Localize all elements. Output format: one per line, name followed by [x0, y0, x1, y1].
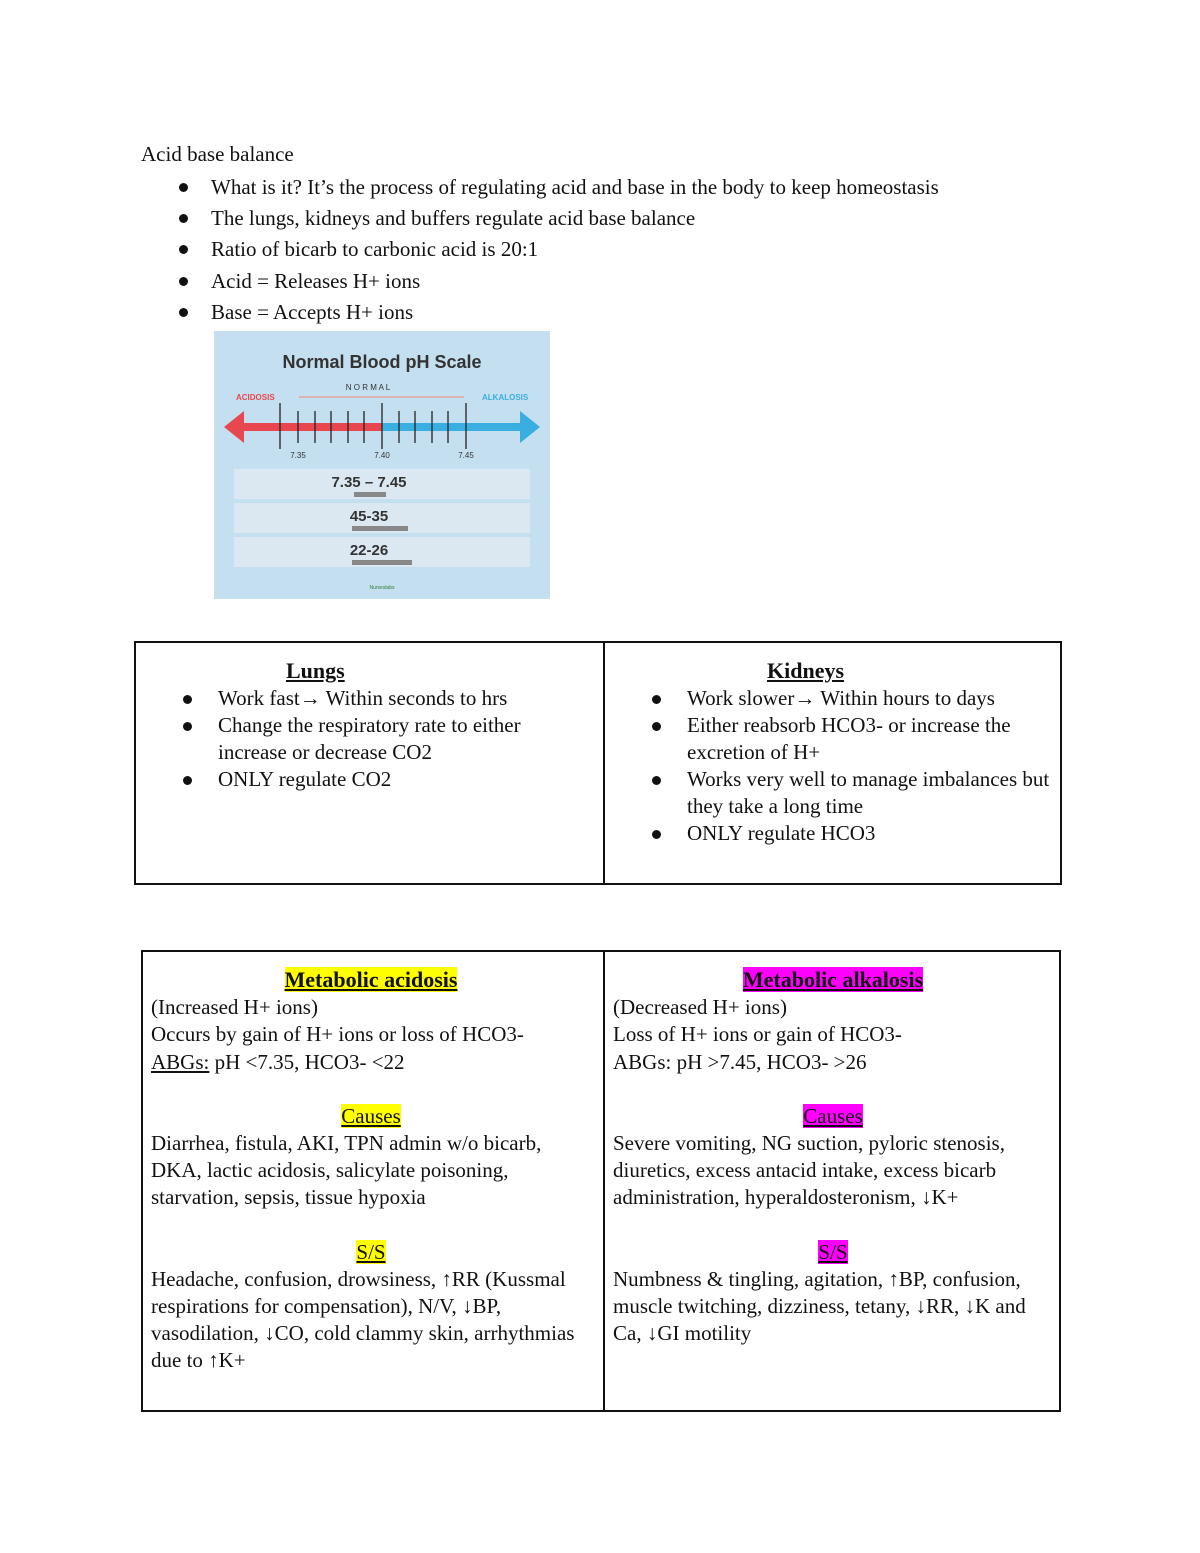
list-item: Acid = Releases H+ ions: [141, 266, 939, 297]
lungs-list: [182, 685, 582, 793]
abg-values: pH <7.35, HCO3- <22: [209, 1049, 405, 1074]
paco2-range-value: 45-35: [349, 508, 389, 525]
tick-label-low: 7.35: [290, 451, 306, 460]
acidosis-line2: Occurs by gain of H+ ions or loss of HCO3-: [151, 1022, 524, 1047]
list-item: Change the respiratory rate to either increase or decrease CO2: [182, 712, 582, 766]
row-2-tag: [352, 526, 408, 531]
acidosis-abg: [151, 1049, 591, 1076]
kidneys-heading: Kidneys: [767, 658, 845, 683]
list-item: Ratio of bicarb to carbonic acid is 20:1: [141, 234, 939, 265]
kidneys-cell: [603, 643, 1060, 883]
list-item: Work fast→ Within seconds to hrs: [182, 685, 582, 712]
lungs-kidneys-table: [134, 641, 1062, 885]
acidosis-causes-label: Causes: [341, 1103, 401, 1128]
alkalosis-line1: (Decreased H+ ions): [613, 995, 787, 1020]
ph-figure-title: Normal Blood pH Scale: [282, 352, 482, 372]
list-item: Either reabsorb HCO3- or increase the excretion of H+: [651, 712, 1061, 766]
list-item: Base = Accepts H+ ions: [141, 297, 939, 328]
list-item: ONLY regulate CO2: [182, 766, 582, 793]
alkalosis-abg: ABGs: pH >7.45, HCO3- >26: [613, 1049, 867, 1074]
acidosis-ss: Headache, confusion, drowsiness, ↑RR (Kussmal respirations for compensation), N/V, ↓BP, vasodilation, ↓CO, cold clammy skin, arrhythmias due to ↑K+: [151, 1266, 575, 1373]
metabolic-acidosis-cell: [143, 952, 603, 1410]
acidosis-ss-label: S/S: [356, 1239, 386, 1264]
alkalosis-ss-label: S/S: [818, 1239, 848, 1264]
list-item: The lungs, kidneys and buffers regulate acid base balance: [141, 203, 939, 234]
tick-label-high: 7.45: [458, 451, 474, 460]
lungs-cell: [136, 643, 603, 883]
acidosis-heading: Metabolic acidosis: [284, 967, 458, 992]
acidosis-causes: Diarrhea, fistula, AKI, TPN admin w/o bicarb, DKA, lactic acidosis, salicylate poisoning, starvation, sepsis, tissue hypoxia: [151, 1131, 542, 1210]
normal-label: N O R M A L: [345, 383, 391, 392]
metabolic-table: [141, 950, 1061, 1412]
alkalosis-causes: Severe vomiting, NG suction, pyloric stenosis, diuretics, excess antacid intake, excess bicarb administration, hyperaldosteronism, ↓K+: [613, 1131, 1005, 1210]
ph-range-value: 7.35 – 7.45: [331, 474, 407, 491]
row-3-tag: [352, 560, 412, 565]
acidosis-line1: (Increased H+ ions): [151, 995, 318, 1020]
tick-label-mid: 7.40: [374, 451, 390, 460]
acidosis-label: ACIDOSIS: [236, 393, 275, 402]
figure-logo: Nurseslabs: [369, 585, 395, 591]
kidneys-list: [651, 685, 1061, 847]
base-arrow-head: [520, 411, 540, 443]
alkalosis-label: ALKALOSIS: [482, 393, 529, 402]
abg-label: ABGs:: [151, 1049, 210, 1074]
alkalosis-heading: Metabolic alkalosis: [742, 967, 924, 992]
acid-arrow-head: [224, 411, 244, 443]
alkalosis-causes-label: Causes: [803, 1103, 863, 1128]
list-item: What is it? It’s the process of regulating acid and base in the body to keep homeostasis: [141, 172, 939, 203]
list-item: ONLY regulate HCO3: [651, 820, 1061, 847]
metabolic-alkalosis-cell: [603, 952, 1059, 1410]
row-1-tag: [354, 492, 386, 497]
alkalosis-ss: Numbness & tingling, agitation, ↑BP, confusion, muscle twitching, dizziness, tetany, ↓RR, ↓K and Ca, ↓GI motility: [613, 1266, 1026, 1346]
alkalosis-line2: Loss of H+ ions or gain of HCO3-: [613, 1022, 902, 1047]
page-title: Acid base balance: [141, 142, 294, 166]
hco3-range-value: 22-26: [349, 542, 389, 559]
intro-bullet-list: [141, 172, 939, 328]
ph-scale-graphic: [214, 331, 550, 599]
list-item: Works very well to manage imbalances but they take a long time: [651, 766, 1061, 820]
ph-scale-figure: [214, 331, 550, 599]
list-item: Work slower→ Within hours to days: [651, 685, 1061, 712]
lungs-heading: Lungs: [286, 658, 345, 683]
